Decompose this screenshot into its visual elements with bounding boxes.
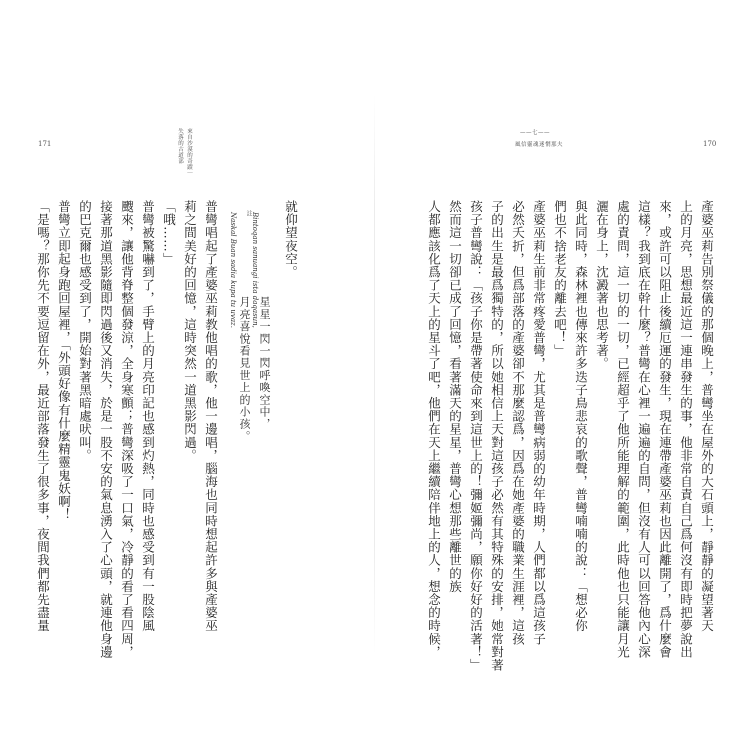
right-line-11: 子的出生是最爲獨特的，所以她相信上天對這孩子必然有其特殊的安排，她常對著 (489, 200, 505, 672)
left-line-9: 普彎立即起身跑回屋裡，「外頭好像有什麼精靈鬼妖啊！ (56, 200, 72, 522)
right-line-8: 們也不捨老友的離去吧！」 (552, 200, 568, 358)
right-line-14: 人都應該化爲了天上的星斗了吧，他們在天上繼續陪伴地上的人，想念的時候， (426, 200, 442, 659)
right-line-1: 產婆巫莉告別祭儀的那個晚上，普彎坐在屋外的大石頭上，靜靜的凝望著天 (699, 200, 715, 633)
right-line-9: 產婆巫莉生前非常疼愛普彎，尤其是普彎病弱的幼年時期，人們都以爲這孩子 (531, 200, 547, 646)
right-page (375, 0, 750, 750)
note-mark: 註 (245, 210, 252, 216)
left-chapter-title: 失落的古道部 (177, 128, 183, 164)
left-line-8: 的巴克爾也感受到了，開始對著黑暗處吠叫。 (77, 200, 93, 462)
right-running-chapter: ——七—— (520, 130, 551, 136)
left-line-10: 「是嗎？那你先不要逗留在外，最近部落發生了很多事，夜間我們都先盡量 (35, 200, 51, 633)
right-line-6: 灑在身上，沈澱著也思考著。 (594, 200, 610, 371)
right-line-12: 孩子普彎說：「孩子你是帶著使命來到這世上的！彌姬彌尚，願你好好的活著！」 (468, 200, 484, 672)
left-line-3: 莉之間美好的回憶，這時突然一道黑影閃過。 (182, 200, 198, 462)
left-song-line-1: 星星一閃一閃呼喚空中， (258, 296, 271, 431)
latin-line-1: Bintoqan sanuangi ista daqasun, (251, 212, 259, 328)
left-line-2: 普彎唱起了產婆巫莉教他唱的歌，他一邊唱，腦海也同時想起許多與產婆巫 (203, 200, 219, 633)
right-page-number: 170 (703, 140, 717, 148)
right-line-10: 必然夭折，但爲部落的產婆卻不那麼認爲，因爲在她產婆的職業生涯裡，這孩 (510, 200, 526, 646)
left-line-7: 接著那道黑影隨即閃過後又消失，於是一股不安的氣息湧入了心頭，就連他身邊 (98, 200, 114, 659)
right-line-5: 處的責問，這一切的一切，已經超乎了他所能理解的範圍，此時他也只能讓月光 (615, 200, 631, 659)
left-line-4: 「哦……」 (161, 200, 177, 266)
left-running-title: 來自沙漠的奇蹟｜ (186, 128, 192, 176)
left-line-5: 普彎被驚嚇到了，手臂上的月亮印記也感到灼熱，同時也感受到有一股陰風 (140, 200, 156, 633)
left-line-6: 颼來，讓他背脊整個發涼，全身寒顫；普彎深吸了一口氣，冷靜的看了看四周， (119, 200, 135, 659)
left-song-line-2: 月亮喜悅看見世上的小孩。 (238, 296, 251, 443)
right-line-7: 與此同時，森林裡也傳來許多迭子鳥悲哀的歌聲，普彎喃喃的說：「想必你 (573, 200, 589, 633)
left-line-1: 就仰望夜空。 (283, 200, 299, 279)
right-line-4: 這樣？我到底在幹什麼？普彎在心裡一遍遍的自問，但沒有人可以回答他內心深 (636, 200, 652, 659)
latin-line-2: Naskal Buan sadia kupa tu uvaz. (229, 212, 237, 328)
right-line-3: 來，或許可以阻止後續厄運的發生，現在連帶產婆巫莉也因此離開了，爲什麼會 (657, 200, 673, 659)
left-page-number: 171 (38, 140, 52, 148)
right-running-title: 風信靈魂迷惘那夫 (515, 142, 564, 148)
right-line-2: 上的月亮，思想最近這一連串發生的事，他非常自責自己爲何沒有即時把夢說出 (678, 200, 694, 659)
right-line-13: 然而這一切卻已成了回憶，看著滿天的星星，普彎心想那些離世的族 (447, 200, 463, 593)
